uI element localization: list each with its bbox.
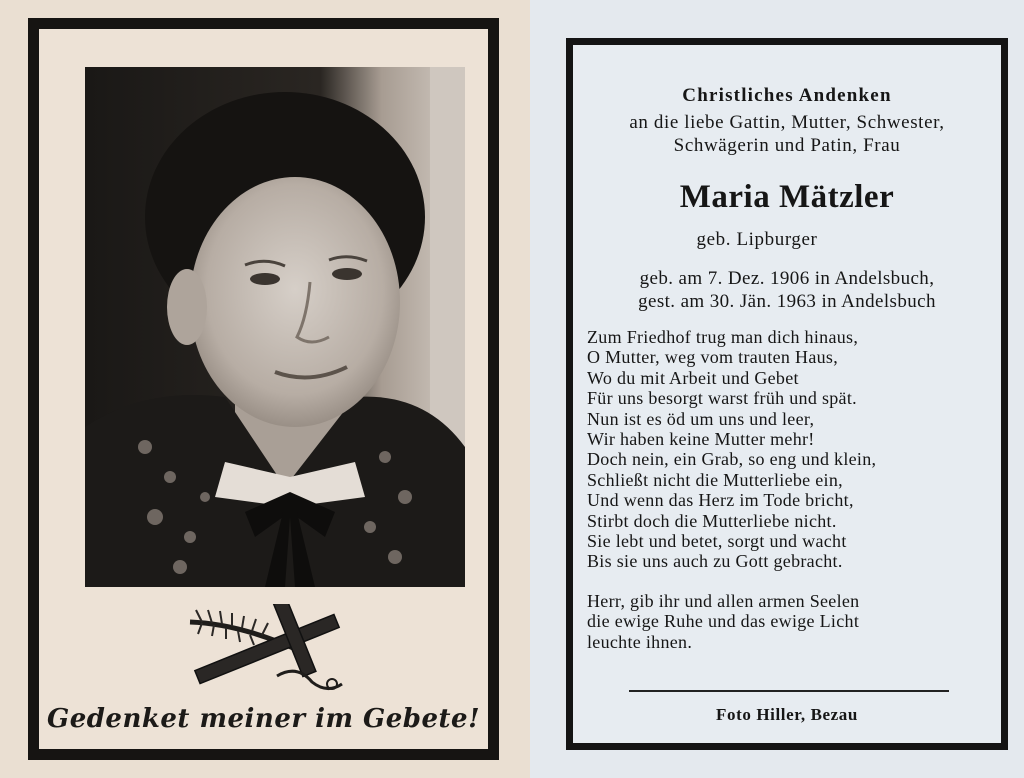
- poem-line: Nun ist es öd um uns und leer,: [587, 408, 815, 429]
- prayer-line: leuchte ihnen.: [587, 631, 693, 652]
- deceased-name: Maria Mätzler: [679, 179, 895, 215]
- prayer-line: die ewige Ruhe und das ewige Licht: [587, 611, 860, 632]
- poem-line: Schließt nicht die Mutterliebe ein,: [587, 469, 843, 490]
- mourning-border-frame: [566, 38, 1008, 750]
- poem-line: Und wenn das Herz im Tode bricht,: [587, 490, 854, 511]
- intro-line: an die liebe Gattin, Mutter, Schwester,: [629, 112, 945, 133]
- death-date-line: gest. am 30. Jän. 1963 in Andelsbuch: [638, 291, 936, 312]
- prayer-line: Herr, gib ihr und allen armen Seelen: [587, 591, 860, 611]
- life-dates: [573, 267, 1001, 313]
- poem-line: Wir haben keine Mutter mehr!: [587, 429, 815, 450]
- prayer-text: [587, 591, 995, 652]
- poem-line: Doch nein, ein Grab, so eng und klein,: [587, 449, 877, 470]
- poem-line: O Mutter, weg vom trauten Haus,: [587, 347, 839, 368]
- poem-line: Bis sie uns auch zu Gott gebracht.: [587, 551, 843, 572]
- motto-text: Gedenket meiner im Gebete!: [47, 704, 480, 734]
- card-heading: Christliches Andenken: [682, 85, 892, 106]
- maiden-name: geb. Lipburger: [696, 229, 818, 250]
- divider-line: [629, 690, 949, 692]
- memorial-card-back: [530, 0, 1024, 778]
- memorial-poem: [587, 327, 995, 572]
- poem-line: Stirbt doch die Mutterliebe nicht.: [587, 510, 837, 531]
- poem-line: Wo du mit Arbeit und Gebet: [587, 367, 799, 388]
- birth-date-line: geb. am 7. Dez. 1906 in Andelsbuch,: [639, 268, 935, 289]
- poem-line: Sie lebt und betet, sorgt und wacht: [587, 531, 847, 552]
- poem-line: Zum Friedhof trug man dich hinaus,: [587, 327, 859, 347]
- poem-line: Für uns besorgt warst früh und spät.: [587, 388, 857, 409]
- intro-text: [573, 111, 1001, 157]
- intro-line: Schwägerin und Patin, Frau: [673, 135, 901, 156]
- cross-palm-icon: [182, 604, 357, 699]
- portrait-photo: [85, 67, 465, 587]
- photo-credit: Foto Hiller, Bezau: [716, 705, 858, 724]
- mourning-border-frame: [28, 18, 499, 760]
